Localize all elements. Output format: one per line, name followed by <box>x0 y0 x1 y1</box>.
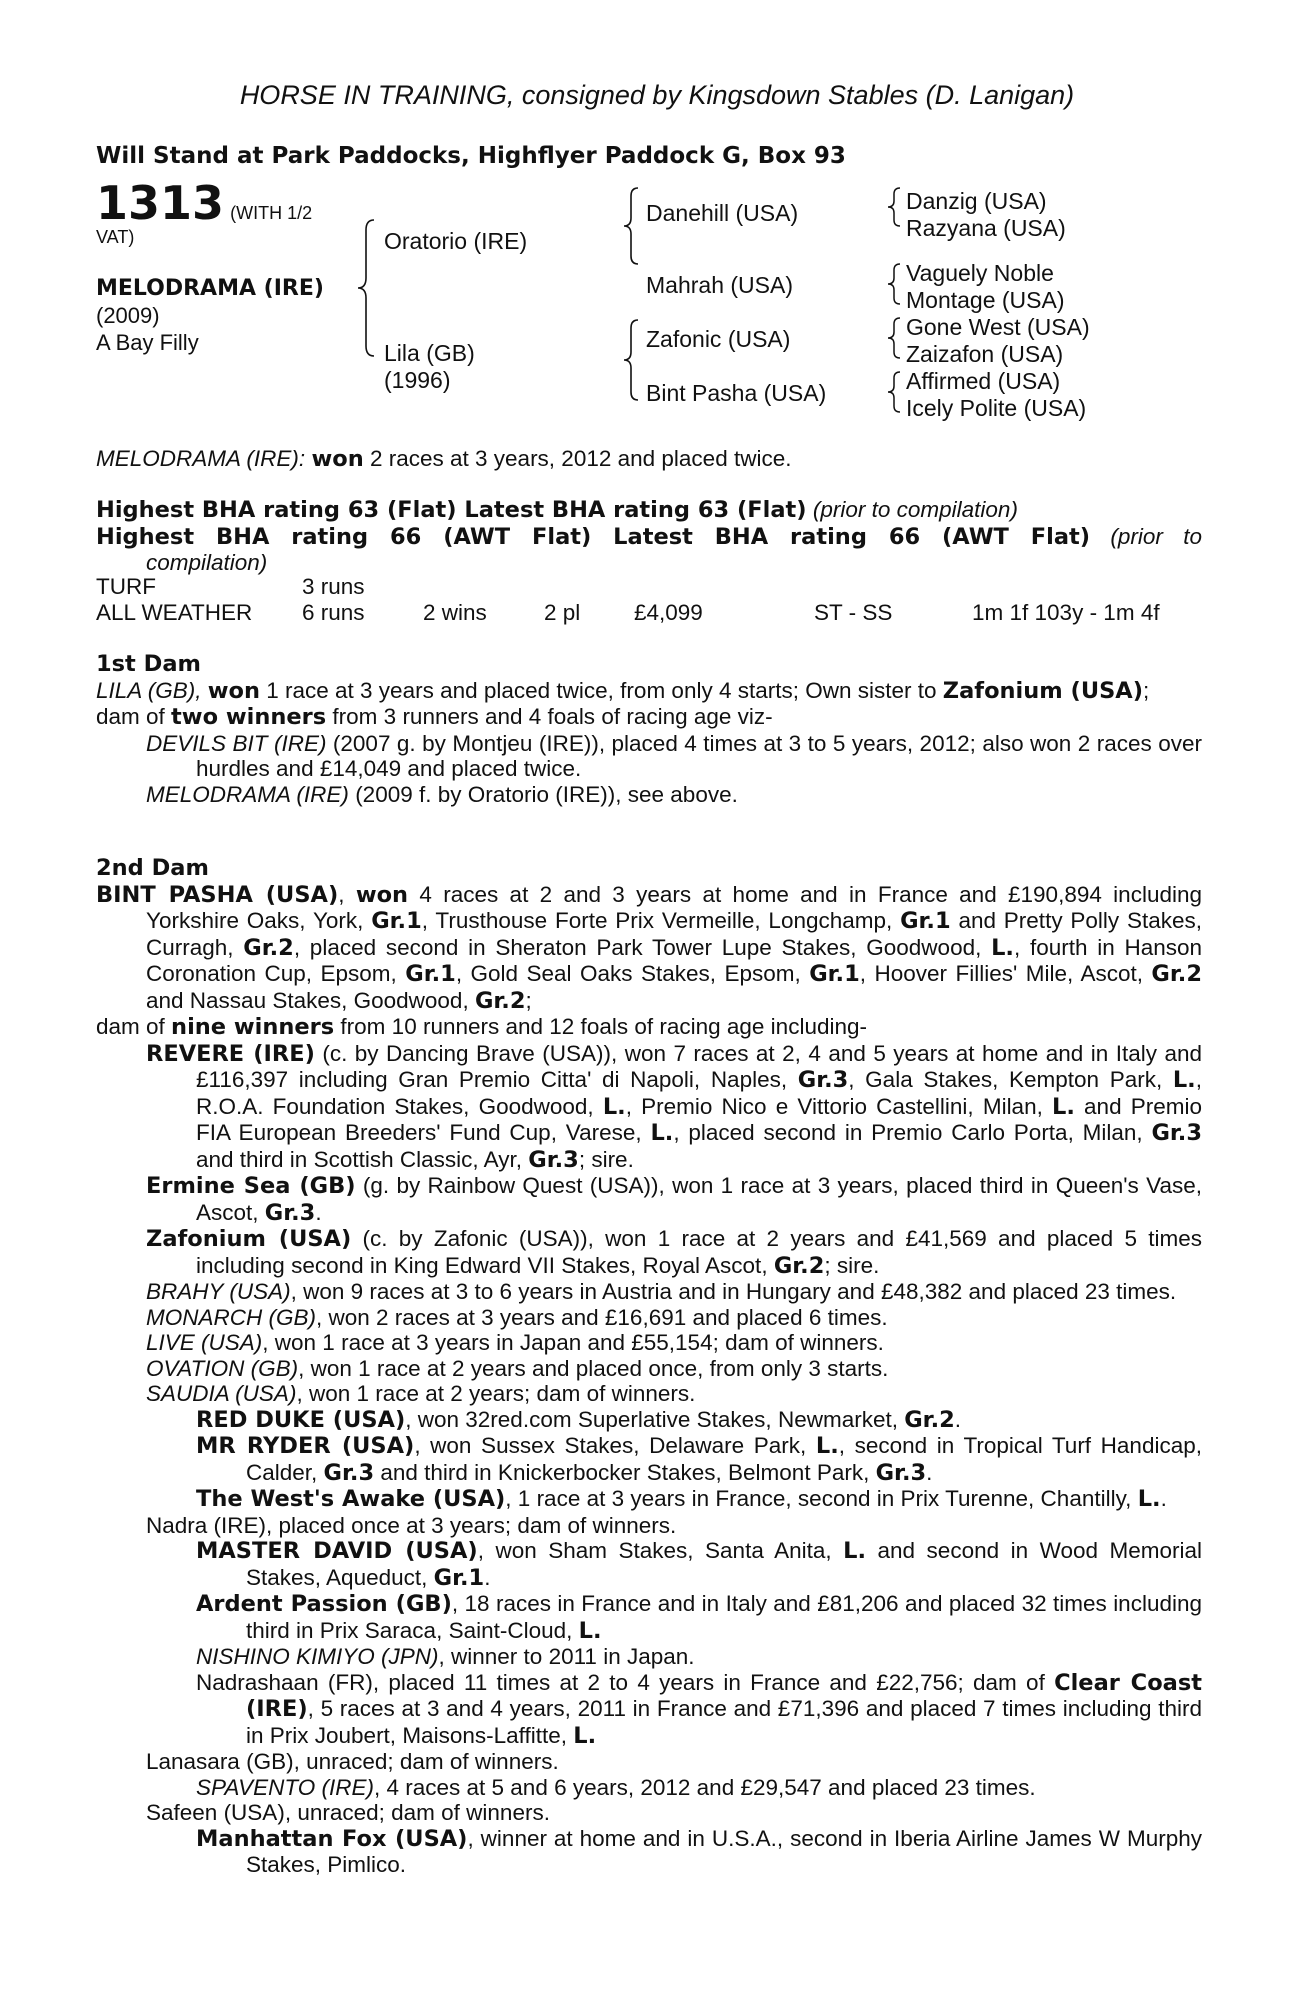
progeny-safeen: Safeen (USA), unraced; dam of winners. <box>146 1800 550 1825</box>
progeny-ovation: OVATION (GB), won 1 race at 2 years and placed once, from only 3 starts. <box>146 1355 889 1381</box>
lot-info <box>96 178 381 356</box>
progeny-saudia: SAUDIA (USA), won 1 race at 2 years; dam of winners. <box>146 1381 696 1406</box>
second-dam-heading: 2nd Dam <box>96 855 209 881</box>
aw-distance: 1m 1f 103y - 1m 4f <box>972 600 1160 625</box>
pedigree-dam-dam: Bint Pasha (USA) <box>646 380 827 406</box>
progeny-nishino-kimiyo: NISHINO KIMIYO (JPN), winner to 2011 in Japan. <box>196 1644 695 1669</box>
stand-location: Will Stand at Park Paddocks, Highflyer Paddock G, Box 93 <box>96 143 846 169</box>
progeny-red-duke: RED DUKE (USA), won 32red.com Superlative Stakes, Newmarket, Gr.2. <box>196 1406 962 1433</box>
horse-year: (2009) <box>96 303 160 328</box>
pedigree-dam-sire: Zafonic (USA) <box>646 326 791 352</box>
race-stats <box>96 574 1202 630</box>
turf-runs: 3 runs <box>302 574 365 599</box>
progeny-lanasara: Lanasara (GB), unraced; dam of winners. <box>146 1749 559 1774</box>
pedigree-dds: Affirmed (USA) <box>906 368 1061 394</box>
pedigree-brace-dam <box>622 318 640 402</box>
race-summary: MELODRAMA (IRE): won 2 races at 3 years, 2012 and placed twice. <box>96 446 792 472</box>
progeny-live: LIVE (USA), won 1 race at 3 years in Japan and £55,154; dam of winners. <box>146 1330 884 1355</box>
aw-wins: 2 wins <box>423 600 487 625</box>
pedigree-ssd: Razyana (USA) <box>906 215 1066 241</box>
rating-flat: Highest BHA rating 63 (Flat) Latest BHA rating 63 (Flat) <box>96 497 807 523</box>
page-header: HORSE IN TRAINING, consigned by Kingsdown Stables (D. Lanigan) <box>239 80 1075 110</box>
aw-going: ST - SS <box>814 600 893 625</box>
progeny-monarch: MONARCH (GB), won 2 races at 3 years and £16,691 and placed 6 times. <box>146 1304 888 1330</box>
second-dam: 2nd Dam BINT PASHA (USA), won 4 races at 2 and 3 years at home and in France and £190,894 including Yorkshire Oaks, York, Gr.1, Trusthouse Forte Prix Vermeille, Longchamp, Gr.1 and Pretty Polly Stakes, Curragh, Gr.2, placed second in Sheraton Park Tower Lupe Stakes, Goodwood, L., fourth in Hanson Coronation Cup, Epsom, Gr.1, Gold Seal Oaks Stakes, Epsom, Gr.1, Hoover Fillies' Mile, Ascot, Gr.2 and Nassau Stakes, Goodwood, Gr.2; dam of nine winners from 10 runners and 12 foals of racing age including- REVERE (IRE) (c. by Dancing Brave (USA)), won 7 races at 2, 4 and 5 years at home and in Italy and £116,397 including Gran Premio Citta' di Napoli, Naples, Gr.3, Gala Stakes, Kempton Park, L., R.O.A. Foundation Stakes, Goodwood, L., Premio Nico e Vittorio Castellini, Milan, L. and Premio FIA European Breeders' Fund Cup, Varese, L., placed second in Premio Carlo Porta, Milan, Gr.3 and third in Scottish Classic, Ayr, Gr.3; sire. Ermine Sea (GB) (g. by Rainbow Quest (USA)), won 1 race at 3 years, placed third in Queen's Vase, Ascot, Gr.3. Zafonium (USA) (c. by Zafonic (USA)), won 1 race at 2 years and £41,569 and placed 5 times including second in King Edward VII Stakes, Royal Ascot, Gr.2; sire. BRAHY (USA), won 9 races at 3 to 6 years in Austria and in Hungary and £48,382 and placed 23 times. MONARCH (GB), won 2 races at 3 years and £16,691 and placed 6 times. LIVE (USA), won 1 race at 3 years in Japan and £55,154; dam of winners. OVATION (GB), won 1 race at 2 years and placed once, from only 3 starts. SAUDIA (USA), won 1 race at 2 years; dam of winners. RED DUKE (USA), won 32red.com Superlative Stakes, Newmarket, Gr.2. MR RYDER (USA), won Sussex Stakes, Delaware Park, L., second in Tropical Turf Handicap, Calder, Gr.3 and third in Knickerbocker Stakes, Belmont Park, Gr.3. The West's Awake (USA), 1 race at 3 years in France, second in Prix Turenne, Chantilly, L.. Nadra (IRE), placed once at 3 years; dam of winners. MASTER DAVID (USA), won Sham Stakes, Santa Anita, L. and second in Wood Memorial Stakes, Aqueduct, Gr.1. Ardent Passion (GB), 18 races in France and in Italy and £81,206 and placed 32 times including third in Prix Saraca, Saint-Cloud, L. NISHINO KIMIYO (JPN), winner to 2011 in Japan. Nadrashaan (FR), placed 11 times at 2 to 4 years in France and £22,756; dam of Clear Coast (IRE), 5 races at 3 and 4 years, 2011 in France and £71,396 and placed 7 times including third in Prix Joubert, Maisons-Laffitte, L. Lanasara (GB), unraced; dam of winners. SPAVENTO (IRE), 4 races at 5 and 6 years, 2012 and £29,547 and placed 23 times. Safeen (USA), unraced; dam of winners. Manhattan Fox (USA), winner at home and in U.S.A., second in Iberia Airline James W Murphy Stakes, Pimlico. <box>96 855 1203 1877</box>
pedigree-brace-sire <box>622 186 640 266</box>
progeny-ardent-passion: Ardent Passion (GB), 18 races in France and in Italy and £81,206 and placed 32 times including third in Prix Saraca, Saint-Cloud, L. <box>196 1591 1203 1644</box>
progeny-brahy: BRAHY (USA), won 9 races at 3 to 6 years in Austria and in Hungary and £48,382 and placed 23 times. <box>146 1279 1177 1304</box>
aw-placed: 2 pl <box>544 600 581 625</box>
progeny-mr-ryder: MR RYDER (USA), won Sussex Stakes, Delaware Park, L., second in Tropical Turf Handicap, Calder, Gr.3 and third in Knickerbocker Stakes, Belmont Park, Gr.3. <box>196 1433 1202 1486</box>
rating-awt: Highest BHA rating 66 (AWT Flat) Latest BHA rating 66 (AWT Flat) <box>96 523 1091 550</box>
first-dam: 1st Dam LILA (GB), won 1 race at 3 years and placed twice, from only 4 starts; Own sister to Zafonium (USA); dam of two winners from 3 runners and 4 foals of racing age viz- DEVILS BIT (IRE) (2007 g. by Montjeu (IRE)), placed 4 times at 3 to 5 years, 2012; also won 2 races over hurdles and £14,049 and placed twice. MELODRAMA (IRE) (2009 f. by Oratorio (IRE)), see above. <box>96 651 1202 807</box>
pedigree-brace-main <box>356 218 376 358</box>
vat-note: (WITH 1/2 <box>230 203 313 223</box>
progeny-manhattan-fox: Manhattan Fox (USA), winner at home and in U.S.A., second in Iberia Airline James W Murphy Stakes, Pimlico. <box>196 1825 1202 1877</box>
pedigree-dam: Lila (GB) <box>384 340 475 366</box>
pedigree-sire-dam: Mahrah (USA) <box>646 272 793 298</box>
pedigree-ddd: Icely Polite (USA) <box>906 395 1087 421</box>
pedigree-sss: Danzig (USA) <box>906 188 1047 214</box>
turf-label: TURF <box>96 574 156 599</box>
pedigree-sire-sire: Danehill (USA) <box>646 200 799 226</box>
horse-description: A Bay Filly <box>96 330 199 355</box>
horse-name: MELODRAMA (IRE) <box>96 276 324 301</box>
pedigree-brace-ds <box>886 316 902 360</box>
pedigree-dss: Gone West (USA) <box>906 314 1090 340</box>
progeny-ermine-sea: Ermine Sea (GB) (g. by Rainbow Quest (USA)), won 1 race at 3 years, placed third in Queen's Vase, Ascot, Gr.3. <box>146 1173 1202 1226</box>
progeny-master-david: MASTER DAVID (USA), won Sham Stakes, Santa Anita, L. and second in Wood Memorial Stakes, Aqueduct, Gr.1. <box>196 1538 1202 1591</box>
vat-note-cont: VAT) <box>96 227 135 247</box>
lot-number: 1313 <box>96 176 225 230</box>
progeny-revere: REVERE (IRE) (c. by Dancing Brave (USA)), won 7 races at 2, 4 and 5 years at home and in Italy and £116,397 including Gran Premio Citta' di Napoli, Naples, Gr.3, Gala Stakes, Kempton Park, L., R.O.A. Foundation Stakes, Goodwood, L., Premio Nico e Vittorio Castellini, Milan, L. and Premio FIA European Breeders' Fund Cup, Varese, L., placed second in Premio Carlo Porta, Milan, Gr.3 and third in Scottish Classic, Ayr, Gr.3; sire. <box>146 1040 1203 1173</box>
progeny-nadra: Nadra (IRE), placed once at 3 years; dam of winners. <box>146 1512 677 1538</box>
pedigree-sire: Oratorio (IRE) <box>384 228 528 254</box>
pedigree-dam-year: (1996) <box>384 367 451 393</box>
aw-money: £4,099 <box>634 600 703 625</box>
pedigree-sdd: Montage (USA) <box>906 287 1065 313</box>
progeny-spavento: SPAVENTO (IRE), 4 races at 5 and 6 years, 2012 and £29,547 and placed 23 times. <box>196 1774 1036 1800</box>
pedigree-brace-ss <box>886 186 902 228</box>
progeny-zafonium: Zafonium (USA) (c. by Zafonic (USA)), won 1 race at 2 years and £41,569 and placed 5 times including second in King Edward VII Stakes, Royal Ascot, Gr.2; sire. <box>146 1226 1202 1279</box>
aw-label: ALL WEATHER <box>96 600 253 625</box>
pedigree-brace-dd <box>886 370 902 414</box>
pedigree-dsd: Zaizafon (USA) <box>906 341 1064 367</box>
aw-runs: 6 runs <box>302 600 365 625</box>
ratings: Highest BHA rating 63 (Flat) Latest BHA rating 63 (Flat) (prior to compilation) Highest BHA rating 66 (AWT Flat) Latest BHA rating 66 (AWT Flat) (prior to compilation) <box>96 497 1202 575</box>
first-dam-heading: 1st Dam <box>96 651 201 677</box>
pedigree-brace-sd <box>886 262 902 306</box>
progeny-the-wests-awake: The West's Awake (USA), 1 race at 3 years in France, second in Prix Turenne, Chantilly, L.. <box>196 1486 1167 1512</box>
progeny-nadrashaan: Nadrashaan (FR), placed 11 times at 2 to 4 years in France and £22,756; dam of Clear Coast (IRE), 5 races at 3 and 4 years, 2011 in France and £71,396 and placed 7 times including third in Prix Joubert, Maisons-Laffitte, L. <box>196 1669 1202 1749</box>
pedigree-sds: Vaguely Noble <box>906 260 1054 286</box>
